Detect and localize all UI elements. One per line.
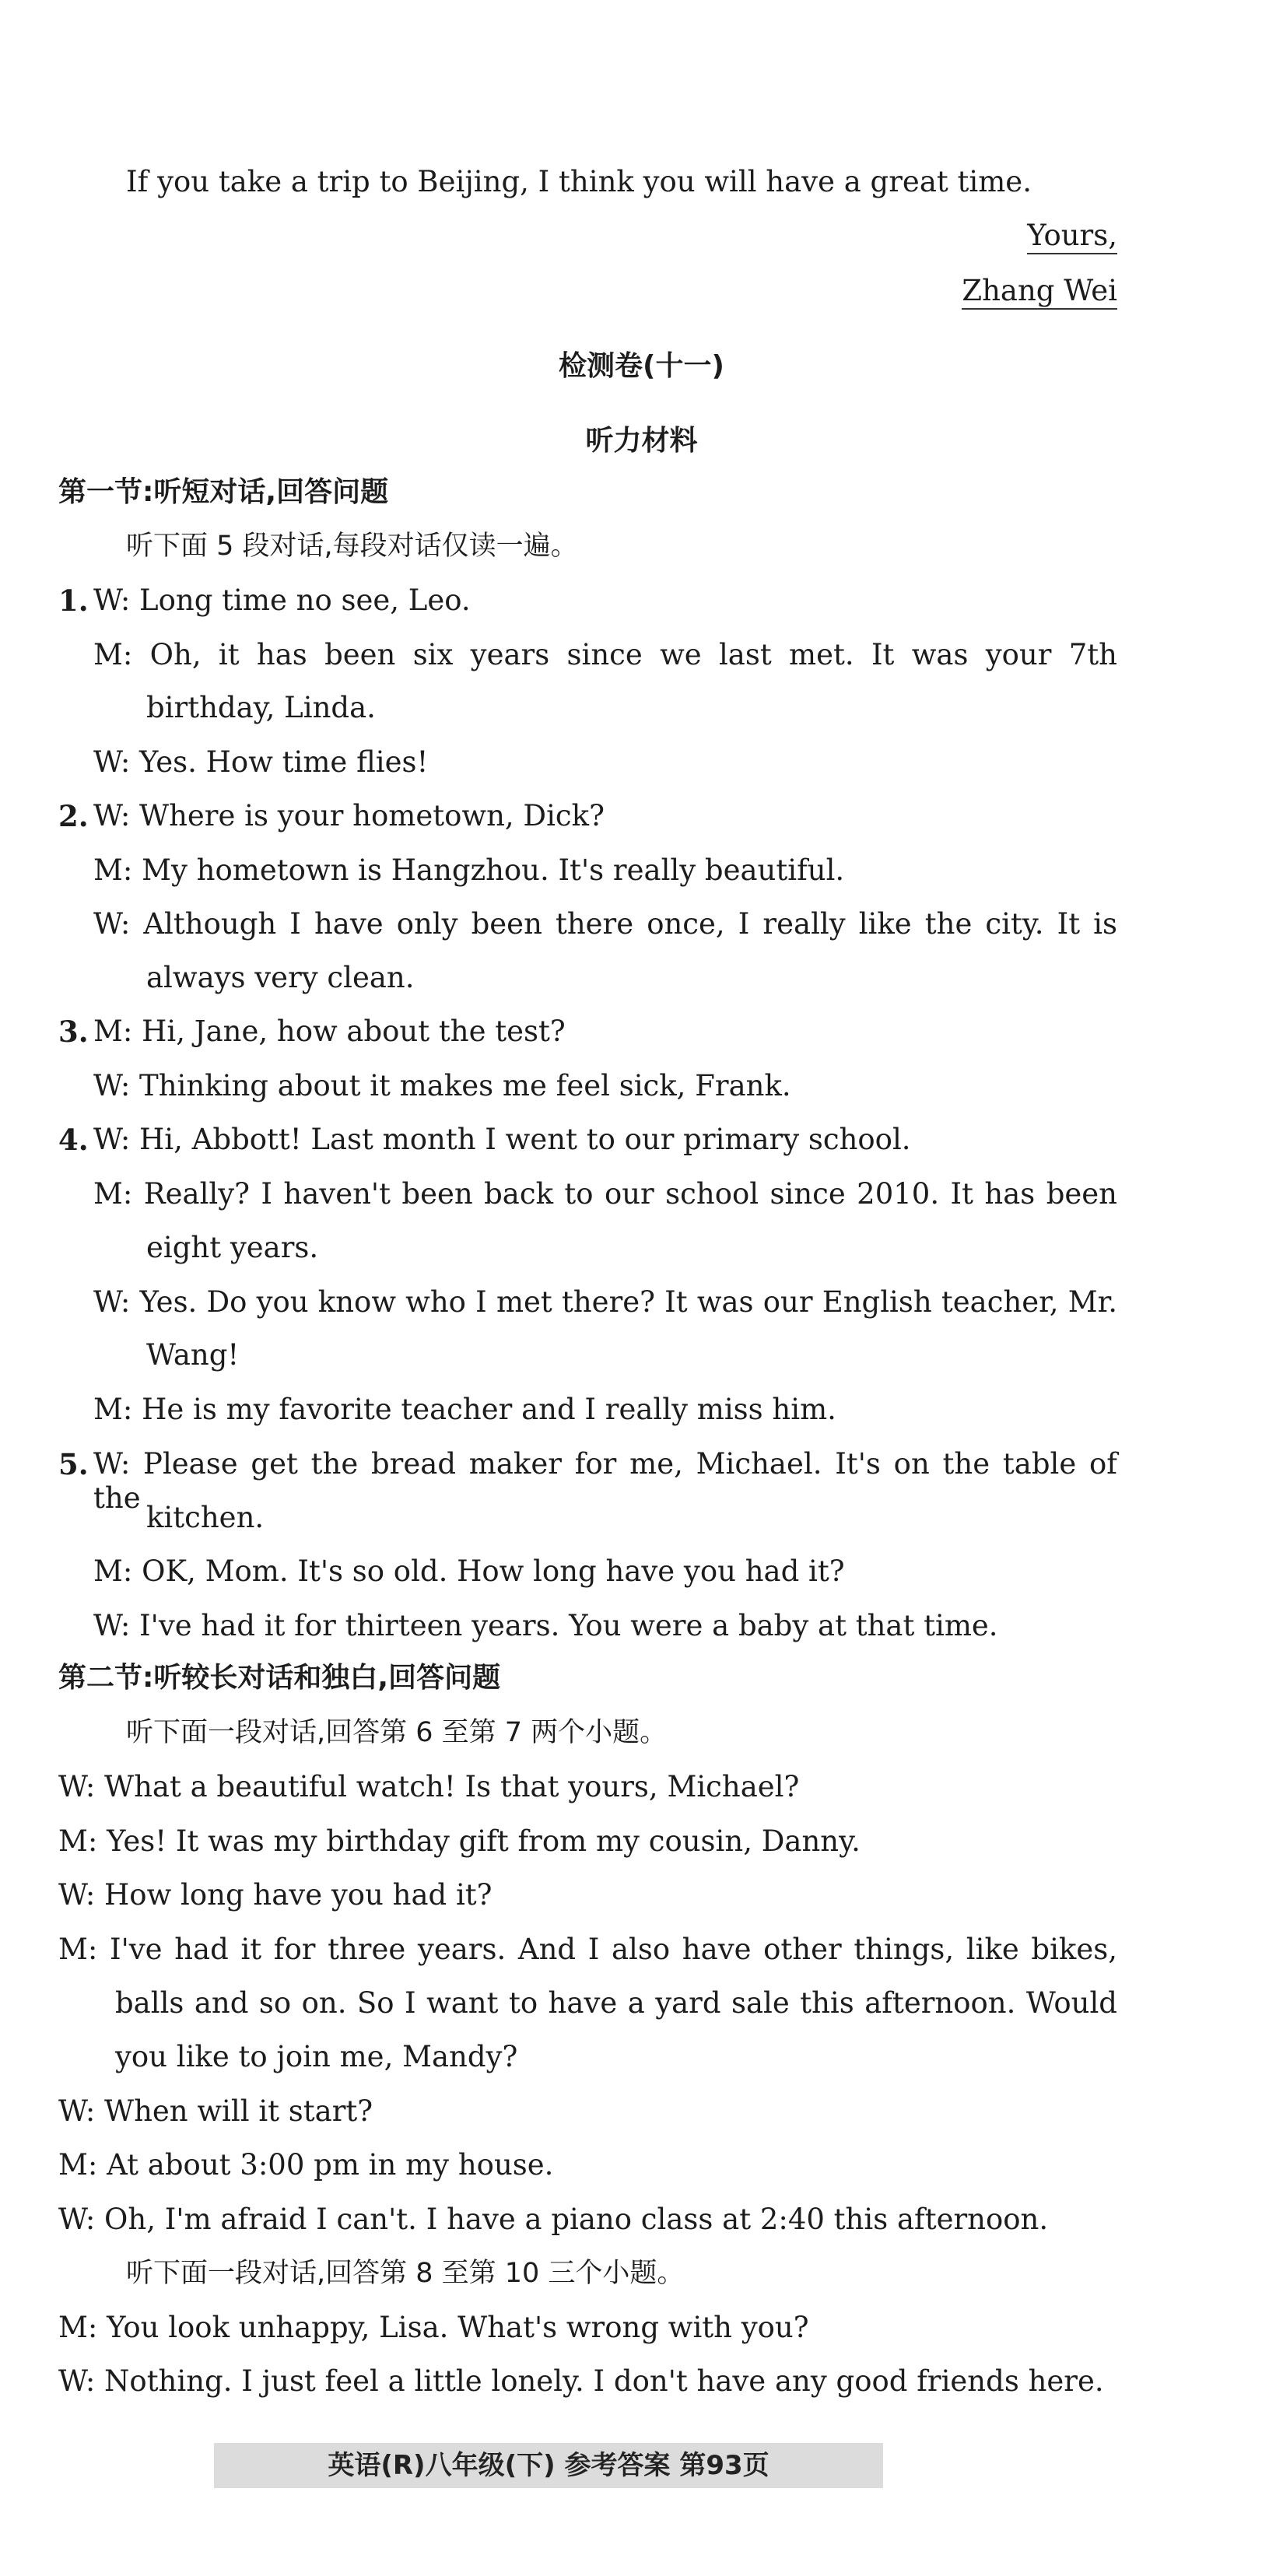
part1-heading: 第一节:听短对话,回答问题 bbox=[58, 476, 389, 508]
dialogue-4-line-3-cont: Wang! bbox=[146, 1338, 240, 1372]
dialogue-1-number: 1. bbox=[58, 584, 89, 618]
test-title: 检测卷(十一) bbox=[559, 350, 724, 382]
dialogue-4-number: 4. bbox=[58, 1123, 89, 1157]
dialogue-5-line-3: W: I've had it for thirteen years. You were a baby at that time. bbox=[93, 1609, 998, 1642]
letter-closing-sentence: If you take a trip to Beijing, I think you will have a great time. bbox=[126, 165, 1032, 198]
conversation-1-line-6: M: At about 3:00 pm in my house. bbox=[58, 2148, 554, 2182]
dialogue-2-line-3-cont: always very clean. bbox=[146, 961, 415, 994]
conversation-1-line-7: W: Oh, I'm afraid I can't. I have a piano class at 2:40 this afternoon. bbox=[58, 2203, 1049, 2236]
part1-instruction: 听下面 5 段对话,每段对话仅读一遍。 bbox=[126, 531, 578, 562]
letter-signature: Zhang Wei bbox=[962, 274, 1117, 310]
dialogue-1-line-2: M: Oh, it has been six years since we last met. It was your 7th bbox=[93, 638, 1117, 671]
section-title: 听力材料 bbox=[585, 425, 698, 457]
dialogue-4-line-3: W: Yes. Do you know who I met there? It was our English teacher, Mr. bbox=[93, 1285, 1117, 1319]
part2-instruction-2: 听下面一段对话,回答第 8 至第 10 三个小题。 bbox=[126, 2258, 685, 2289]
dialogue-1-line-1: W: Long time no see, Leo. bbox=[93, 584, 471, 617]
dialogue-4-line-1: W: Hi, Abbott! Last month I went to our primary school. bbox=[93, 1123, 911, 1156]
conversation-2-line-1: M: You look unhappy, Lisa. What's wrong with you? bbox=[58, 2311, 809, 2344]
dialogue-4-line-2: M: Really? I haven't been back to our school since 2010. It has been bbox=[93, 1177, 1117, 1211]
dialogue-4-line-2-cont: eight years. bbox=[146, 1231, 319, 1264]
part2-instruction-1: 听下面一段对话,回答第 6 至第 7 两个小题。 bbox=[126, 1717, 668, 1748]
conversation-1-line-4: M: I've had it for three years. And I also have other things, like bikes, bbox=[58, 1933, 1117, 1966]
dialogue-1-line-3: W: Yes. How time flies! bbox=[93, 745, 429, 779]
conversation-1-line-5: W: When will it start? bbox=[58, 2094, 373, 2128]
conversation-1-line-4-cont-1: balls and so on. So I want to have a yard sale this afternoon. Would bbox=[115, 1986, 1117, 2020]
dialogue-3-line-1: M: Hi, Jane, how about the test? bbox=[93, 1015, 566, 1048]
conversation-1-line-1: W: What a beautiful watch! Is that yours, Michael? bbox=[58, 1770, 800, 1803]
dialogue-3-line-2: W: Thinking about it makes me feel sick, Frank. bbox=[93, 1069, 791, 1102]
dialogue-1-line-2-cont: birthday, Linda. bbox=[146, 691, 376, 724]
dialogue-5-number: 5. bbox=[58, 1447, 89, 1481]
conversation-2-line-2: W: Nothing. I just feel a little lonely. I don't have any good friends here. bbox=[58, 2364, 1104, 2398]
dialogue-2-line-3: W: Although I have only been there once, I really like the city. It is bbox=[93, 907, 1117, 941]
dialogue-3-number: 3. bbox=[58, 1015, 89, 1049]
dialogue-5-line-1-cont: kitchen. bbox=[146, 1501, 265, 1534]
dialogue-2-number: 2. bbox=[58, 799, 89, 833]
conversation-1-line-2: M: Yes! It was my birthday gift from my cousin, Danny. bbox=[58, 1824, 861, 1858]
letter-yours: Yours, bbox=[1027, 219, 1117, 254]
conversation-1-line-4-cont-2: you like to join me, Mandy? bbox=[115, 2040, 518, 2073]
page-footer: 英语(R)八年级(下) 参考答案 第93页 bbox=[214, 2443, 883, 2488]
dialogue-4-line-4: M: He is my favorite teacher and I really miss him. bbox=[93, 1393, 836, 1426]
conversation-1-line-3: W: How long have you had it? bbox=[58, 1878, 493, 1912]
dialogue-5-line-1: W: Please get the bread maker for me, Michael. It's on the table of the bbox=[93, 1447, 1117, 1515]
dialogue-2-line-1: W: Where is your hometown, Dick? bbox=[93, 799, 605, 832]
dialogue-2-line-2: M: My hometown is Hangzhou. It's really beautiful. bbox=[93, 853, 845, 887]
part2-heading: 第二节:听较长对话和独白,回答问题 bbox=[58, 1662, 501, 1694]
dialogue-5-line-2: M: OK, Mom. It's so old. How long have you had it? bbox=[93, 1554, 845, 1588]
